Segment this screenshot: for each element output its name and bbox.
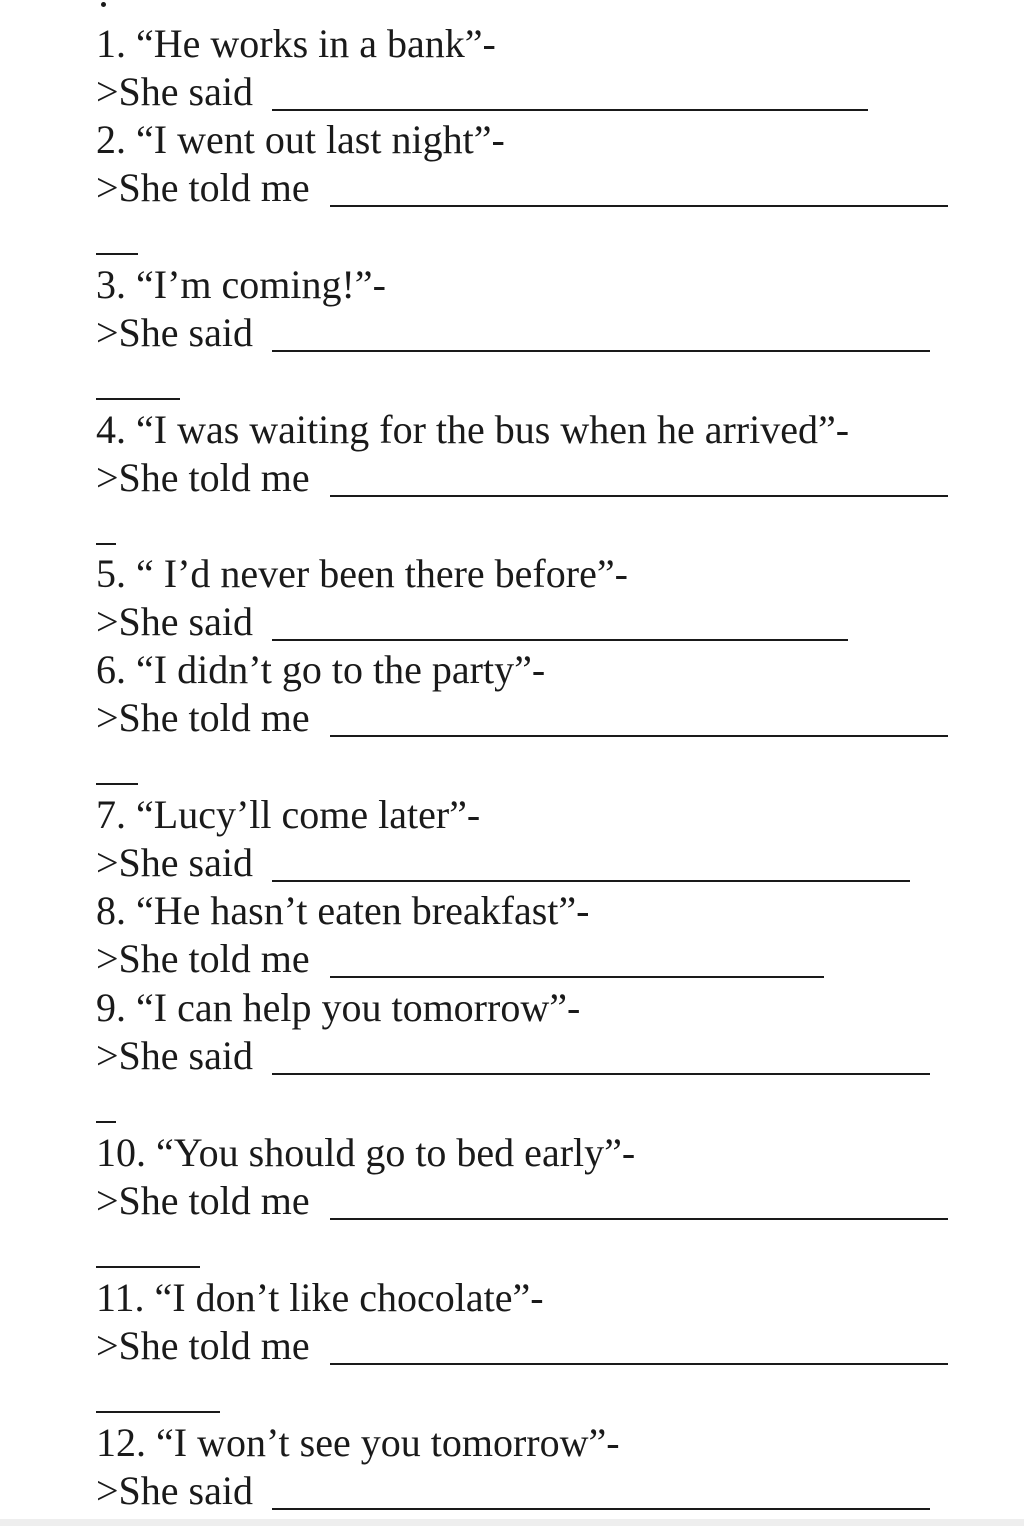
answer-blank-6-continued[interactable] [96,783,138,785]
prompt-4: 4. “I was waiting for the bus when he arrived”- [96,407,850,452]
answer-stem-1: >She said [96,69,253,114]
answer-blank-5[interactable] [272,639,848,641]
answer-blank-4-continued[interactable] [96,543,116,545]
prompt-3: 3. “I’m coming!”- [96,262,386,307]
answer-blank-8[interactable] [330,976,824,978]
prompt-9: 9. “I can help you tomorrow”- [96,985,581,1030]
prompt-1: 1. “He works in a bank”- [96,21,496,66]
answer-blank-9[interactable] [272,1073,930,1075]
prompt-12: 12. “I won’t see you tomorrow”- [96,1420,620,1465]
prompt-2: 2. “I went out last night”- [96,117,505,162]
answer-blank-3[interactable] [272,350,930,352]
answer-blank-7[interactable] [272,880,910,882]
prompt-11: 11. “I don’t like chocolate”- [96,1275,544,1320]
answer-blank-10[interactable] [330,1218,948,1220]
answer-stem-8: >She told me [96,936,310,981]
answer-blank-3-continued[interactable] [96,398,180,400]
answer-stem-4: >She told me [96,455,310,500]
answer-blank-12[interactable] [272,1508,930,1510]
answer-blank-10-continued[interactable] [96,1266,200,1268]
prompt-6: 6. “I didn’t go to the party”- [96,647,546,692]
answer-stem-12: >She said [96,1468,253,1513]
answer-stem-6: >She told me [96,695,310,740]
answer-stem-10: >She told me [96,1178,310,1223]
prompt-10: 10. “You should go to bed early”- [96,1130,636,1175]
answer-stem-11: >She told me [96,1323,310,1368]
answer-stem-7: >She said [96,840,253,885]
bullet-dot [101,2,106,7]
answer-blank-11-continued[interactable] [96,1411,220,1413]
answer-stem-2: >She told me [96,165,310,210]
answer-blank-11[interactable] [330,1363,948,1365]
answer-blank-2-continued[interactable] [96,253,138,255]
prompt-5: 5. “ I’d never been there before”- [96,551,628,596]
answer-blank-6[interactable] [330,735,948,737]
prompt-7: 7. “Lucy’ll come later”- [96,792,481,837]
answer-stem-9: >She said [96,1033,253,1078]
answer-blank-4[interactable] [330,495,948,497]
page-bottom-edge [0,1519,1024,1526]
answer-blank-9-continued[interactable] [96,1121,116,1123]
answer-blank-1[interactable] [272,109,868,111]
answer-stem-5: >She said [96,599,253,644]
prompt-8: 8. “He hasn’t eaten breakfast”- [96,888,590,933]
answer-stem-3: >She said [96,310,253,355]
answer-blank-2[interactable] [330,205,948,207]
